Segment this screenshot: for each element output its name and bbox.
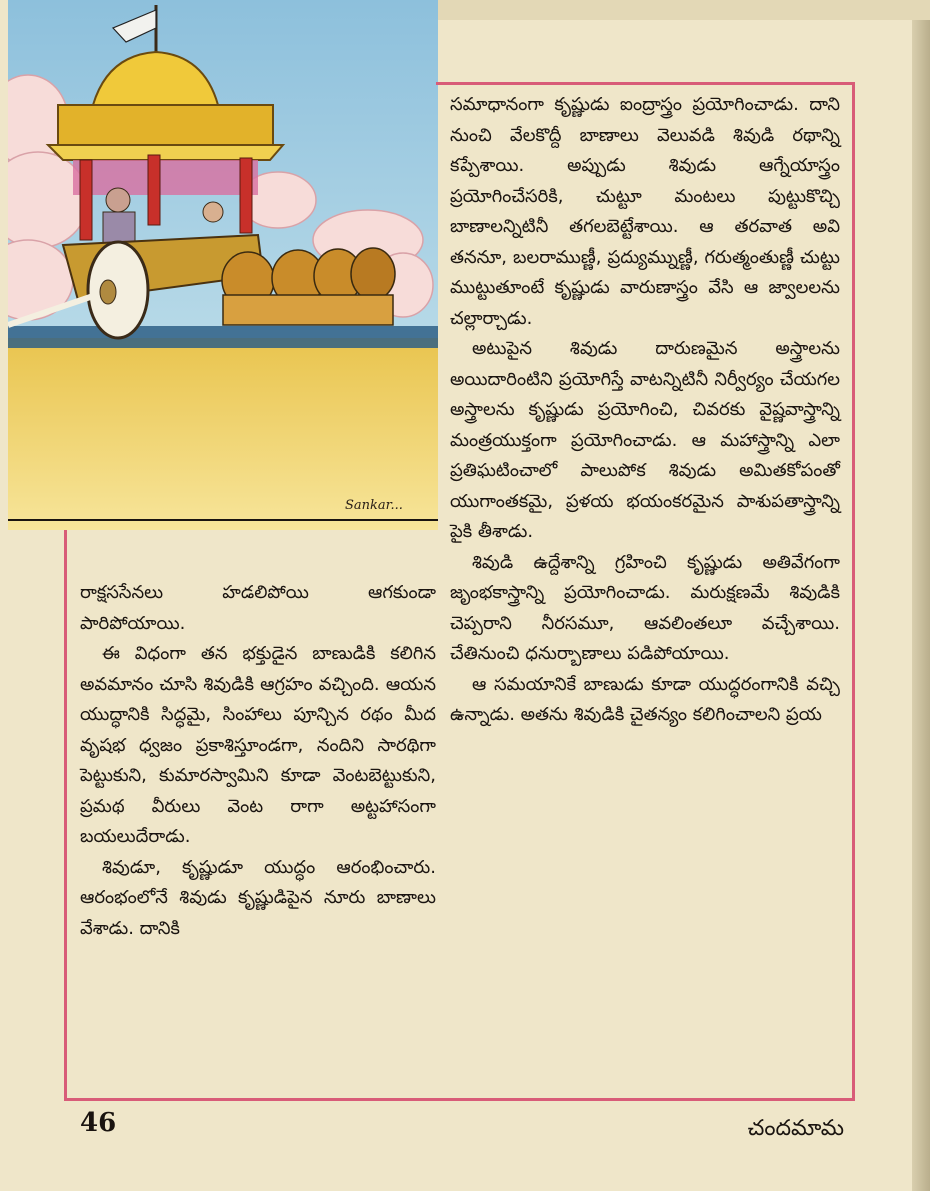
frame-left-rule: [64, 530, 67, 1101]
page-top-strip: [436, 0, 930, 20]
frame-bottom-rule: [64, 1098, 855, 1101]
artist-signature: Sankar...: [345, 498, 403, 513]
paragraph: ఆ సమయానికే బాణుడు కూడా యుద్ధరంగానికి వచ్చి ఉన్నాడు. అతను శివుడికి చైతన్యం కలిగించాలని ప్రయ: [450, 673, 840, 725]
page-edge: [912, 0, 930, 1191]
right-text-column: [450, 90, 840, 731]
frame-top-rule: [436, 82, 854, 85]
paragraph: సమాధానంగా కృష్ణుడు ఐంద్రాస్త్రం ప్రయోగించాడు. దాని నుంచి వేలకొద్దీ బాణాలు వెలువడి శివుడి రథాన్ని కప్పేశాయి. అప్పుడు శివుడు ఆగ్నేయాస్త్రం ప్రయోగించేసరికి, చుట్టూ మంటలు పుట్టుకొచ్చి బాణాలన్నిటినీ తగలబెట్టేశాయి. ఆ తరవాత అవి తననూ, బలరాముణ్ణీ, ప్రద్యుమ్నుణ్ణీ, గరుత్మంతుణ్ణీ చుట్టు ముట్టుతూంటే కృష్ణుడు వారుణాస్త్రం వేసి ఆ జ్వాలలను చల్లార్చాడు.: [450, 94, 840, 329]
left-text-column: [80, 578, 436, 944]
paragraph: ఈ విధంగా తన భక్తుడైన బాణుడికి కలిగిన అవమానం చూసి శివుడికి ఆగ్రహం వచ్చింది. ఆయన యుద్ధానికి సిద్ధమై, సింహాలు పూన్చిన రథం మీద వృషభ ధ్వజం ప్రకాశిస్తూండగా, నందిని సారథిగా పెట్టుకుని, కుమారస్వామిని కూడా వెంటబెట్టుకుని, ప్రమథ వీరులు వెంట రాగా అట్టహాసంగా బయలుదేరాడు.: [80, 643, 436, 847]
magazine-title: చందమామ: [747, 1116, 844, 1141]
paragraph: శివుడి ఉద్దేశాన్ని గ్రహించి కృష్ణుడు అతివేగంగా జృంభకాస్త్రాన్ని ప్రయోగించాడు. మరుక్షణమే శివుడికి చెప్పరాని నీరసమూ, ఆవలింతలూ వచ్చేశాయి. చేతినుంచి ధనుర్బాణాలు పడిపోయాయి.: [450, 551, 840, 664]
chariot-illustration: [8, 0, 438, 530]
paragraph: రాక్షససేనలు హడలిపోయి ఆగకుండా పారిపోయాయి.: [80, 582, 436, 634]
paragraph: అటుపైన శివుడు దారుణమైన అస్త్రాలను అయిదారింటిని ప్రయోగిస్తే వాటన్నిటినీ నిర్వీర్యం చేయగల అస్త్రాలను కృష్ణుడు ప్రయోగించి, చివరకు వైష్ణవాస్త్రాన్ని మంత్రయుక్తంగా ప్రయోగించాడు. ఆ మహాస్త్రాన్ని ఎలా ప్రతిఘటించాలో పాలుపోక శివుడు అమితకోపంతో యుగాంతకమై, ప్రళయ భయంకరమైన పాశుపతాస్త్రాన్ని పైకి తీశాడు.: [450, 338, 840, 542]
paragraph: శివుడూ, కృష్ణుడూ యుద్ధం ఆరంభించారు. ఆరంభంలోనే శివుడు కృష్ణుడిపైన నూరు బాణాలు వేశాడు. దానికి: [80, 856, 436, 939]
page-number: 46: [80, 1108, 117, 1138]
frame-right-rule: [852, 82, 855, 1100]
